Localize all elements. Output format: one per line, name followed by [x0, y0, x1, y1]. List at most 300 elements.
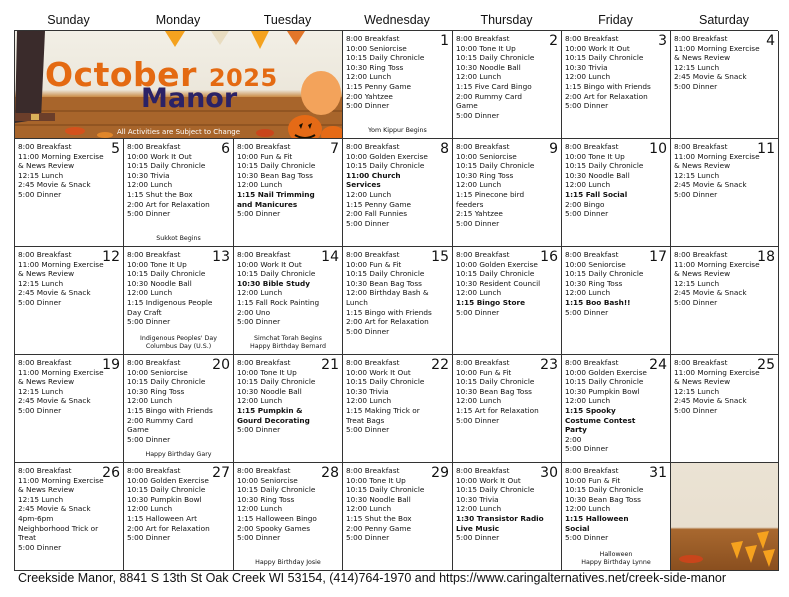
event-item: 8:00 Breakfast: [674, 250, 728, 259]
day-cell: [562, 463, 671, 571]
event-item: 12:00 Lunch: [346, 189, 392, 199]
event-item: 10:00 Seniorcise: [127, 367, 188, 377]
day-number: 13: [212, 249, 230, 265]
event-item: 8:00 Breakfast: [456, 358, 510, 367]
event-item: 8:00 Breakfast: [456, 34, 510, 43]
event-item: 10:15 Daily Chronicle: [127, 485, 206, 495]
event-item: 12:00 Lunch: [456, 288, 502, 298]
event-item: 5:00 Dinner: [127, 209, 171, 219]
event-item: 12:00 Lunch: [237, 288, 283, 298]
event-item: 12:00 Lunch: [127, 396, 173, 406]
event-item: 11:00 Morning Exercise & News Review: [674, 151, 760, 171]
event-item: 5:00 Dinner: [346, 101, 390, 111]
day-events: [343, 139, 452, 228]
day-cell: [124, 355, 234, 463]
day-events: [671, 31, 778, 92]
event-item: 10:15 Daily Chronicle: [565, 53, 644, 63]
day-cell: [234, 247, 343, 355]
event-item: 5:00 Dinner: [18, 542, 62, 552]
day-number: 21: [321, 357, 339, 373]
day-number: 16: [540, 249, 558, 265]
day-note: Happy Birthday Josie: [255, 559, 321, 566]
event-item: 1:15 Penny Game: [346, 81, 411, 91]
footer-address: Creekside Manor, 8841 S 13th St Oak Creek WI 53154, (414)764-1970 and https://www.caringalternatives.net/creek-side-manor: [18, 571, 727, 585]
day-note: Indigenous Peoples' Day: [140, 335, 217, 342]
day-number: 9: [549, 141, 558, 157]
event-item: 10:15 Daily Chronicle: [565, 377, 644, 387]
event-item: 12:00 Lunch: [565, 504, 611, 514]
event-item: 5:00 Dinner: [456, 307, 500, 317]
event-item: 10:15 Daily Chronicle: [456, 377, 535, 387]
day-events: [453, 31, 561, 120]
day-cell: [562, 247, 671, 355]
day-notes: [124, 335, 233, 351]
event-item: 10:00 Fun & Fit: [346, 259, 402, 269]
event-item: 10:30 Noodle Ball: [237, 386, 302, 396]
event-item: 10:30 Bean Bag Toss: [346, 278, 422, 288]
day-cell: [453, 247, 562, 355]
day-number: 31: [649, 465, 667, 481]
day-cell: [124, 139, 234, 247]
day-cell: [234, 355, 343, 463]
event-item: 2:00 Spooky Games: [237, 523, 311, 533]
event-item: 12:00 Lunch: [346, 72, 392, 82]
event-item: 12:15 Lunch: [18, 494, 64, 504]
day-events: [562, 31, 670, 111]
event-item: 10:15 Daily Chronicle: [565, 269, 644, 279]
event-item: 5:00 Dinner: [127, 533, 171, 543]
event-item: 1:15 Fall Social: [565, 189, 628, 199]
event-item: 5:00 Dinner: [127, 434, 171, 444]
event-item: 8:00 Breakfast: [346, 250, 400, 259]
day-cell: [343, 31, 453, 139]
event-item: 10:15 Daily Chronicle: [346, 161, 425, 171]
day-number: 6: [221, 141, 230, 157]
event-item: 11:00 Morning Exercise & News Review: [18, 259, 104, 279]
event-item: 5:00 Dinner: [674, 81, 718, 91]
day-cell: [15, 355, 124, 463]
event-item: 1:15 Penny Game: [346, 199, 411, 209]
day-number: 2: [549, 33, 558, 49]
event-item: 12:00 Lunch: [456, 504, 502, 514]
event-item: 12:15 Lunch: [674, 278, 720, 288]
event-item: 8:00 Breakfast: [237, 358, 291, 367]
event-item: 2:45 Movie & Snack: [674, 288, 747, 298]
event-item: 1:15 Indigenous People Day Craft: [127, 297, 213, 317]
event-item: 12:15 Lunch: [18, 170, 64, 180]
event-item: 5:00 Dinner: [456, 415, 500, 425]
day-notes: [124, 451, 233, 459]
day-cell: [671, 355, 779, 463]
event-item: 10:15 Daily Chronicle: [127, 161, 206, 171]
event-item: 5:00 Dinner: [456, 533, 500, 543]
event-item: 10:30 Trivia: [127, 170, 170, 180]
event-item: 8:00 Breakfast: [674, 142, 728, 151]
day-number: 18: [757, 249, 775, 265]
day-note: Yom Kippur Begins: [368, 127, 427, 134]
event-item: 2:15 Yahtzee: [456, 209, 503, 219]
day-notes: [562, 551, 670, 567]
event-item: 10:00 Work It Out: [346, 367, 411, 377]
month-banner: [15, 31, 343, 139]
event-item: 10:00 Seniorcise: [346, 43, 407, 53]
event-item: 2:00 Bingo: [565, 199, 605, 209]
candy-corn-icon: [671, 463, 779, 571]
day-cell: [234, 139, 343, 247]
event-item: 8:00 Breakfast: [456, 466, 510, 475]
day-number: 28: [321, 465, 339, 481]
event-item: 5:00 Dinner: [346, 425, 390, 435]
event-item: 8:00 Breakfast: [346, 466, 400, 475]
event-item: 2:00 Art for Relaxation: [127, 523, 210, 533]
day-number: 29: [431, 465, 449, 481]
day-number: 22: [431, 357, 449, 373]
event-item: 10:15 Daily Chronicle: [127, 377, 206, 387]
event-item: 4pm-6pm Neighborhood Trick or Treat: [18, 513, 99, 543]
event-item: 2:00 Yahtzee: [346, 91, 393, 101]
event-item: 2:00 Penny Game: [346, 523, 411, 533]
day-note: Sukkot Begins: [156, 235, 201, 242]
candy-corn-decoration: [671, 463, 779, 571]
day-cell: [562, 355, 671, 463]
event-item: 11:00 Morning Exercise & News Review: [18, 367, 104, 387]
day-cell: [343, 247, 453, 355]
event-item: 2:00 Rummy Card Game: [456, 91, 522, 111]
event-item: 5:00 Dinner: [346, 326, 390, 336]
day-cell: [562, 139, 671, 247]
event-item: 2:45 Movie & Snack: [674, 72, 747, 82]
event-item: 10:15 Daily Chronicle: [565, 161, 644, 171]
event-item: 2:00 Art for Relaxation: [346, 317, 429, 327]
day-cell: [343, 355, 453, 463]
day-number: 23: [540, 357, 558, 373]
event-item: 1:15 Five Card Bingo: [456, 81, 532, 91]
event-item: 10:00 Golden Exercise: [565, 367, 647, 377]
event-item: 10:00 Golden Exercise: [127, 475, 209, 485]
event-item: 8:00 Breakfast: [456, 142, 510, 151]
weekday-tuesday: Tuesday: [263, 13, 312, 27]
event-item: 10:15 Daily Chronicle: [565, 485, 644, 495]
event-item: 10:15 Daily Chronicle: [237, 161, 316, 171]
event-item: 8:00 Breakfast: [237, 142, 291, 151]
event-item: 8:00 Breakfast: [565, 358, 619, 367]
event-item: 11:00 Morning Exercise & News Review: [18, 151, 104, 171]
event-item: 8:00 Breakfast: [127, 466, 181, 475]
event-item: 8:00 Breakfast: [127, 358, 181, 367]
weekday-saturday: Saturday: [698, 13, 750, 27]
event-item: 10:30 Trivia: [346, 386, 389, 396]
event-item: 8:00 Breakfast: [237, 466, 291, 475]
event-item: 1:15 Pinecone bird feeders: [456, 189, 525, 209]
event-item: 5:00 Dinner: [237, 425, 281, 435]
event-item: 8:00 Breakfast: [18, 466, 72, 475]
event-item: 10:00 Work It Out: [565, 43, 630, 53]
event-item: 5:00 Dinner: [18, 405, 62, 415]
event-item: 2:00 Uno: [237, 307, 271, 317]
event-item: 12:15 Lunch: [18, 386, 64, 396]
event-item: 1:15 Bingo with Friends: [565, 81, 651, 91]
day-note: Halloween: [599, 551, 633, 558]
event-item: 1:15 Halloween Art: [127, 513, 197, 523]
event-item: 12:00 Lunch: [565, 72, 611, 82]
event-item: 1:15 Art for Relaxation: [456, 405, 539, 415]
day-number: 5: [111, 141, 120, 157]
event-item: 1:15 Bingo Store: [456, 297, 526, 307]
event-item: 10:30 Ring Toss: [127, 386, 185, 396]
event-item: 10:00 Work It Out: [237, 259, 302, 269]
day-notes: [124, 235, 233, 243]
day-note: Columbus Day (U.S.): [145, 343, 212, 350]
event-item: 8:00 Breakfast: [565, 142, 619, 151]
event-item: 12:15 Lunch: [674, 170, 720, 180]
event-item: 12:00 Lunch: [237, 504, 283, 514]
event-item: 1:30 Transistor Radio Live Music: [456, 513, 544, 533]
weekday-header: [14, 10, 778, 30]
event-item: 5:00 Dinner: [456, 218, 500, 228]
event-item: 8:00 Breakfast: [127, 250, 181, 259]
event-item: 5:00 Dinner: [127, 317, 171, 327]
event-item: 1:15 Pumpkin & Gourd Decorating: [237, 405, 310, 425]
day-cell: [124, 247, 234, 355]
event-item: 10:30 Trivia: [456, 494, 499, 504]
event-item: 5:00 Dinner: [565, 307, 609, 317]
event-item: 5:00 Dinner: [237, 317, 281, 327]
event-item: 12:00 Lunch: [237, 396, 283, 406]
day-number: 24: [649, 357, 667, 373]
event-item: 12:00 Lunch: [237, 180, 283, 190]
day-number: 10: [649, 141, 667, 157]
event-item: 12:00 Lunch: [127, 288, 173, 298]
event-item: 10:15 Daily Chronicle: [346, 485, 425, 495]
day-number: 20: [212, 357, 230, 373]
event-item: 10:30 Pumpkin Bowl: [565, 386, 640, 396]
event-item: 11:00 Morning Exercise & News Review: [674, 367, 760, 387]
event-item: 1:15 Shut the Box: [127, 189, 193, 199]
event-item: 8:00 Breakfast: [456, 250, 510, 259]
day-number: 3: [658, 33, 667, 49]
day-events: [15, 139, 123, 200]
day-cell: [15, 463, 124, 571]
day-notes: [343, 127, 452, 135]
day-events: [234, 139, 342, 219]
banner-subtitle: All Activities are Subject to Change: [116, 128, 241, 136]
event-item: 10:15 Daily Chronicle: [456, 485, 535, 495]
day-cell: [671, 247, 779, 355]
event-item: 10:30 Noodle Ball: [346, 494, 411, 504]
day-cell: [15, 139, 124, 247]
calendar: [14, 10, 778, 571]
day-cell: [234, 463, 343, 571]
event-item: 8:00 Breakfast: [127, 142, 181, 151]
event-item: 10:30 Ring Toss: [565, 278, 623, 288]
day-number: 11: [757, 141, 775, 157]
day-note: Happy Birthday Lynne: [581, 559, 651, 566]
event-item: 12:00 Lunch: [456, 396, 502, 406]
event-item: 10:15 Daily Chronicle: [237, 269, 316, 279]
event-item: 1:15 Fall Rock Painting: [237, 297, 320, 307]
event-item: 12:00 Lunch: [346, 396, 392, 406]
event-item: 8:00 Breakfast: [18, 142, 72, 151]
day-cell: [671, 31, 779, 139]
event-item: 12:00 Lunch: [456, 180, 502, 190]
day-number: 8: [440, 141, 449, 157]
event-item: 10:30 Ring Toss: [237, 494, 295, 504]
event-item: 11:00 Morning Exercise & News Review: [674, 43, 760, 63]
event-item: 5:00 Dinner: [237, 533, 281, 543]
day-note: Simchat Torah Begins: [254, 335, 322, 342]
day-number: 1: [440, 33, 449, 49]
event-item: 10:00 Tone It Up: [456, 43, 516, 53]
event-item: 10:15 Daily Chronicle: [346, 269, 425, 279]
event-item: 10:30 Trivia: [565, 62, 608, 72]
event-item: 1:15 Nail Trimming and Manicures: [237, 189, 315, 209]
event-item: 12:15 Lunch: [18, 278, 64, 288]
event-item: 10:00 Work It Out: [456, 475, 521, 485]
day-cell: [124, 463, 234, 571]
event-item: 11:00 Morning Exercise & News Review: [18, 475, 104, 495]
event-item: 5:00 Dinner: [346, 218, 390, 228]
event-item: 8:00 Breakfast: [565, 466, 619, 475]
weekday-monday: Monday: [155, 13, 201, 27]
event-item: 10:15 Daily Chronicle: [237, 485, 316, 495]
event-item: 10:30 Bible Study: [237, 278, 310, 288]
event-item: 5:00 Dinner: [18, 297, 62, 307]
event-item: 10:00 Fun & Fit: [237, 151, 293, 161]
event-item: 5:00 Dinner: [18, 189, 62, 199]
day-cell: [343, 463, 453, 571]
event-item: 1:15 Making Trick or Treat Bags: [346, 405, 420, 425]
event-item: 5:00 Dinner: [565, 209, 609, 219]
event-item: 10:00 Fun & Fit: [456, 367, 512, 377]
event-item: 1:15 Bingo with Friends: [127, 405, 213, 415]
event-item: 12:00 Birthday Bash & Lunch: [346, 288, 429, 307]
day-note: Happy Birthday Bernard: [249, 343, 326, 350]
day-number: 25: [757, 357, 775, 373]
day-number: 15: [431, 249, 449, 265]
event-item: 10:15 Daily Chronicle: [237, 377, 316, 387]
event-item: 2:00 Rummy Card Game: [127, 415, 193, 435]
event-item: 10:30 Bean Bag Toss: [456, 386, 532, 396]
event-item: 5:00 Dinner: [674, 405, 718, 415]
event-item: 10:00 Fun & Fit: [565, 475, 621, 485]
weekday-friday: Friday: [598, 13, 633, 27]
event-item: 8:00 Breakfast: [237, 250, 291, 259]
event-item: 2:00 Art for Relaxation: [127, 199, 210, 209]
event-item: 10:00 Golden Exercise: [346, 151, 428, 161]
event-item: 12:00 Lunch: [565, 288, 611, 298]
event-item: 10:00 Seniorcise: [237, 475, 298, 485]
event-item: 10:00 Golden Exercise: [456, 259, 538, 269]
event-item: 5:00 Dinner: [456, 110, 500, 120]
event-item: 2:45 Movie & Snack: [18, 180, 91, 190]
day-cell: [671, 139, 779, 247]
day-cell: [15, 247, 124, 355]
day-number: 14: [321, 249, 339, 265]
event-item: 8:00 Breakfast: [674, 358, 728, 367]
event-item: 2:00 Art for Relaxation: [565, 91, 648, 101]
day-cell: [343, 139, 453, 247]
day-number: 27: [212, 465, 230, 481]
event-item: 2:00 Fall Funnies: [346, 209, 408, 219]
banner-year: 2025: [208, 64, 278, 92]
day-number: 17: [649, 249, 667, 265]
day-cell: [453, 31, 562, 139]
event-item: 10:30 Ring Toss: [456, 170, 514, 180]
day-number: 19: [102, 357, 120, 373]
event-item: 11:00 Morning Exercise & News Review: [674, 259, 760, 279]
event-item: 10:00 Tone It Up: [237, 367, 297, 377]
event-item: 10:00 Tone It Up: [346, 475, 406, 485]
event-item: 10:00 Seniorcise: [565, 259, 626, 269]
event-item: 10:15 Daily Chronicle: [346, 377, 425, 387]
calendar-grid: [14, 30, 778, 571]
event-item: 10:30 Resident Council: [456, 278, 541, 288]
event-item: 12:00 Lunch: [456, 72, 502, 82]
event-item: 10:30 Noodle Ball: [127, 278, 192, 288]
event-item: 8:00 Breakfast: [18, 250, 72, 259]
day-cell: [453, 139, 562, 247]
event-item: 8:00 Breakfast: [346, 34, 400, 43]
event-item: 8:00 Breakfast: [18, 358, 72, 367]
event-item: 1:15 Bingo with Friends: [346, 307, 432, 317]
event-item: 5:00 Dinner: [565, 533, 609, 543]
day-number: 12: [102, 249, 120, 265]
event-item: 10:15 Daily Chronicle: [456, 53, 535, 63]
event-item: 5:00 Dinner: [674, 297, 718, 307]
day-number: 26: [102, 465, 120, 481]
event-item: 5:00 Dinner: [674, 189, 718, 199]
event-item: 5:00 Dinner: [565, 444, 609, 454]
event-item: 10:30 Noodle Ball: [456, 62, 521, 72]
event-item: 5:00 Dinner: [565, 101, 609, 111]
event-item: 12:00 Lunch: [565, 396, 611, 406]
event-item: 12:00 Lunch: [127, 180, 173, 190]
event-item: 11:00 Church Services: [346, 170, 401, 190]
event-item: 2:45 Movie & Snack: [18, 504, 91, 514]
event-item: 10:15 Daily Chronicle: [346, 53, 425, 63]
event-item: 8:00 Breakfast: [674, 34, 728, 43]
weekday-sunday: Sunday: [47, 13, 90, 27]
event-item: 2:45 Movie & Snack: [674, 180, 747, 190]
day-events: [453, 139, 561, 228]
event-item: 2:00: [565, 434, 582, 444]
event-item: 1:15 Spooky Costume Contest Party: [565, 405, 636, 435]
event-item: 10:15 Daily Chronicle: [456, 161, 535, 171]
event-item: 8:00 Breakfast: [565, 250, 619, 259]
event-item: 10:15 Daily Chronicle: [456, 269, 535, 279]
day-notes: [234, 559, 342, 567]
event-item: 10:30 Noodle Ball: [565, 170, 630, 180]
day-cell: [453, 355, 562, 463]
event-item: 1:15 Halloween Social: [565, 513, 629, 533]
day-events: [124, 139, 233, 219]
weekday-thursday: Thursday: [480, 13, 533, 27]
event-item: 10:30 Bean Bag Toss: [565, 494, 641, 504]
banner-month: October: [45, 55, 197, 94]
day-number: 30: [540, 465, 558, 481]
banner-community-name: Manor: [141, 83, 238, 114]
event-item: 10:15 Daily Chronicle: [127, 269, 206, 279]
event-item: 12:15 Lunch: [674, 62, 720, 72]
event-item: 5:00 Dinner: [346, 533, 390, 543]
event-item: 10:00 Seniorcise: [456, 151, 517, 161]
event-item: 8:00 Breakfast: [565, 34, 619, 43]
event-item: 1:15 Shut the Box: [346, 513, 412, 523]
event-item: 10:00 Work It Out: [127, 151, 192, 161]
day-note: Happy Birthday Gary: [145, 451, 212, 458]
event-item: 8:00 Breakfast: [346, 358, 400, 367]
event-item: 1:15 Halloween Bingo: [237, 513, 317, 523]
